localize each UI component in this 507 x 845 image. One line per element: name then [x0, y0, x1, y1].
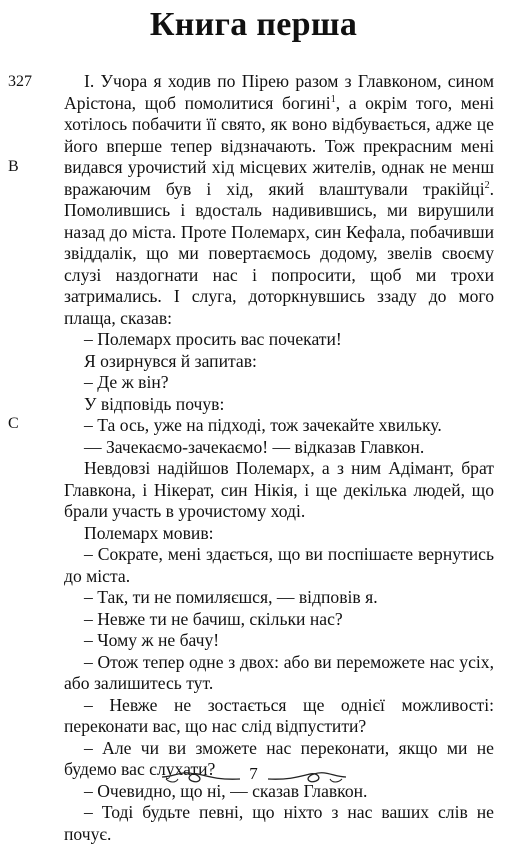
paragraph-14: – Отож тепер одне з двох: або ви переможете нас усіх, або залишитесь тут. — [64, 651, 494, 693]
body-text — [64, 71, 494, 845]
paragraph-11: – Так, ти не помиляєшся, — відповів я. — [84, 587, 378, 607]
paragraph-1: І. Учора я ходив по Пірею разом з Главконом, сином Арістона, щоб помолитися богині$^1$, а окрім того, мені хотілось побачити її свято, як воно відбувається, адже це його вперше тепер відзначають. Тож прекрасним мені видався урочистий хід місцевих жителів, однак не менш вражаючим був і хід, який влаштували тракійці$^2$. Помолившись і вдосталь надивившись, ми вирушили назад до міста. Проте Полемарх, син Кефала, побачивши звіддалік, що ми повертаємось додому, звелів своєму слузі наздогнати нас і попросити, щоб ми трохи затримались. І слуга, доторкнувшись ззаду до мого плаща, сказав: — [64, 71, 494, 328]
page-footer — [0, 762, 507, 794]
flourish-ornament-right-icon — [266, 768, 348, 786]
paragraph-2: – Полемарх просить вас почекати! — [84, 329, 342, 349]
footnote-ref-1[interactable]: 1 — [330, 93, 336, 105]
paragraph-12: – Невже ти не бачиш, скільки нас? — [84, 608, 343, 629]
paragraph-15: – Невже не зостається ще однієї можливості: переконати вас, що нас слід відпустити? — [64, 694, 494, 736]
paragraph-18: – Тоді будьте певні, що ніхто з нас ваших слів не почує. — [64, 802, 494, 844]
paragraph-8: Невдовзі надійшов Полемарх, а з ним Адімант, брат Главкона, і Нікерат, син Нікія, і ще декілька людей, що брали участь в урочистому ході. — [64, 458, 494, 521]
paragraph-10: – Сократе, мені здається, що ви поспішаєте вернутись до міста. — [64, 544, 494, 586]
margin-marker-c: C — [8, 415, 19, 432]
footnote-ref-2[interactable]: 2 — [484, 179, 490, 191]
paragraph-3: Я озирнувся й запитав: — [84, 350, 257, 371]
paragraph-6: – Та ось, уже на підході, тож зачекайте хвильку. — [84, 415, 442, 435]
chapter-title: Книга перша — [149, 6, 358, 43]
paragraph-7: — Зачекаємо-зачекаємо! — відказав Главкон. — [84, 436, 425, 457]
page-number: 7 — [249, 764, 258, 783]
paragraph-4: – Де ж він? — [84, 372, 169, 392]
paragraph-5: У відповідь почув: — [84, 393, 225, 414]
paragraph-9: Полемарх мовив: — [84, 522, 214, 543]
paragraph-13: – Чому ж не бачу! — [84, 630, 220, 650]
paragraph-17: – Очевидно, що ні, — сказав Главкон. — [84, 780, 368, 801]
margin-marker-327: 327 — [8, 73, 32, 90]
paragraph-16: – Але чи ви зможете нас переконати, якщо ми не будемо вас слухати? — [64, 737, 494, 779]
margin-marker-b: B — [8, 158, 19, 175]
